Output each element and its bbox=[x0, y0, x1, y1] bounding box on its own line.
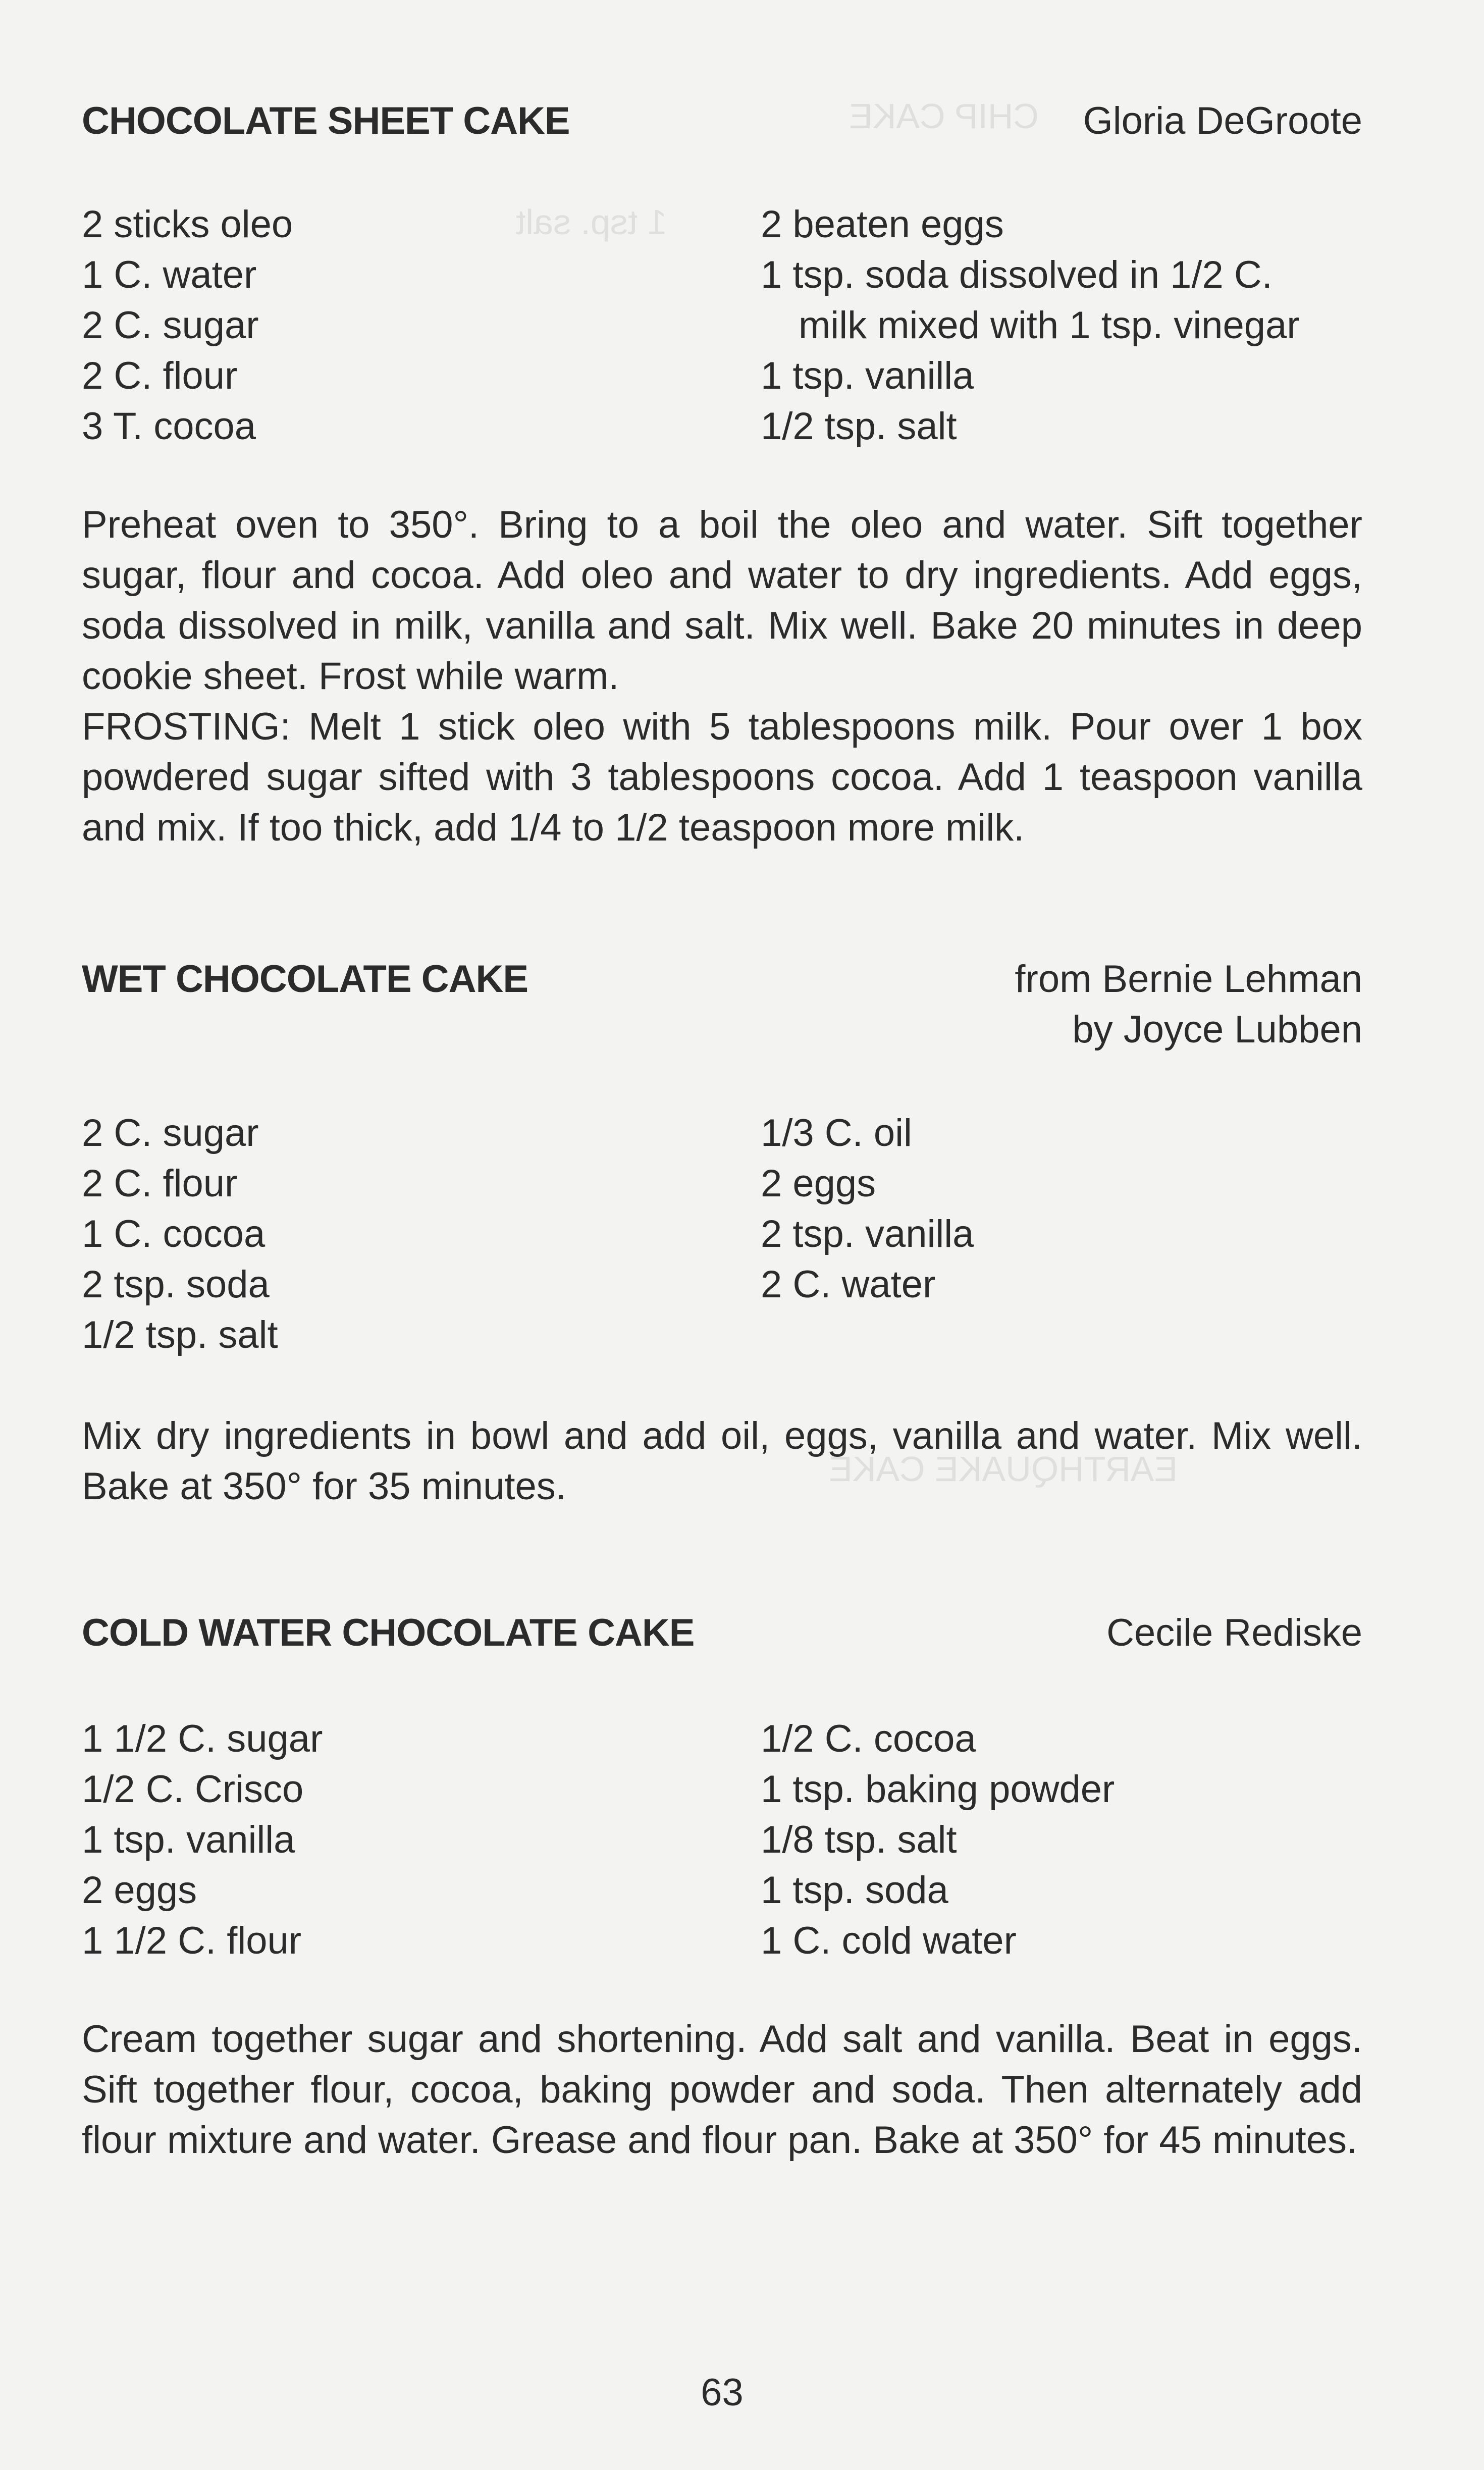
ingredients-left-column bbox=[82, 1108, 278, 1360]
author-line: Cecile Rediske bbox=[1106, 1611, 1362, 1654]
recipe-title: WET CHOCOLATE CAKE bbox=[82, 958, 528, 1001]
ingredient: 3 T. cocoa bbox=[82, 405, 256, 448]
ingredient: 2 sticks oleo bbox=[82, 203, 293, 246]
ingredient: 1/2 tsp. salt bbox=[82, 1313, 278, 1356]
ingredient: 1 1/2 C. flour bbox=[82, 1919, 302, 1962]
recipe-author bbox=[1106, 1608, 1362, 1658]
ingredient: 1 C. cocoa bbox=[82, 1213, 266, 1255]
bleed-through-text: EARTHQUAKE CAKE bbox=[829, 1449, 1178, 1489]
instruction-paragraph: Preheat oven to 350°. Bring to a boil the oleo and water. Sift together sugar, flour and cocoa. Add oleo and water to dry ingredients. Add eggs, soda dissolved in milk, vanilla and salt. Mix well. Bake 20 minutes in deep cookie sheet. Frost while warm. bbox=[82, 503, 1362, 698]
ingredient: 2 C. flour bbox=[82, 1162, 238, 1205]
recipe-author bbox=[1083, 96, 1362, 146]
author-line: by Joyce Lubben bbox=[1072, 1008, 1362, 1051]
ingredient: 2 C. sugar bbox=[82, 1112, 259, 1154]
ingredient: milk mixed with 1 tsp. vinegar bbox=[799, 304, 1300, 347]
ingredient: 2 C. sugar bbox=[82, 304, 259, 347]
ingredient: 2 beaten eggs bbox=[761, 203, 1004, 246]
bleed-through-text: CHIP CAKE bbox=[849, 96, 1039, 136]
instruction-paragraph: Mix dry ingredients in bowl and add oil, eggs, vanilla and water. Mix well. Bake at 350° for 35 minutes. bbox=[82, 1414, 1362, 1508]
recipe-instructions bbox=[82, 500, 1362, 853]
ingredient: 1 1/2 C. sugar bbox=[82, 1717, 323, 1760]
recipe-chocolate-sheet-cake bbox=[82, 96, 1362, 146]
ingredient: 2 C. flour bbox=[82, 354, 238, 397]
frosting-paragraph: FROSTING: Melt 1 stick oleo with 5 tablespoons milk. Pour over 1 box powdered sugar sifted with 3 tablespoons cocoa. Add 1 teaspoon vanilla and mix. If too thick, add 1/4 to 1/2 teaspoon more milk. bbox=[82, 705, 1362, 849]
ingredients-right-column bbox=[761, 1108, 974, 1310]
ingredient: 1/8 tsp. salt bbox=[761, 1818, 957, 1861]
ingredient: 1 tsp. baking powder bbox=[761, 1768, 1115, 1811]
author-line: from Bernie Lehman bbox=[1015, 958, 1362, 1001]
ingredient: 1 tsp. vanilla bbox=[82, 1818, 295, 1861]
ingredient: 1/2 C. Crisco bbox=[82, 1768, 304, 1811]
recipe-title: CHOCOLATE SHEET CAKE bbox=[82, 99, 570, 142]
recipe-cold-water-chocolate-cake bbox=[82, 1608, 1362, 1658]
ingredient: 2 tsp. vanilla bbox=[761, 1213, 974, 1255]
recipe-title: COLD WATER CHOCOLATE CAKE bbox=[82, 1611, 695, 1654]
ingredient: 1 tsp. soda dissolved in 1/2 C. bbox=[761, 253, 1273, 296]
recipe-author bbox=[1015, 954, 1362, 1055]
ingredient: 1/3 C. oil bbox=[761, 1112, 912, 1154]
instruction-paragraph: Cream together sugar and shortening. Add salt and vanilla. Beat in eggs. Sift together flour, cocoa, baking powder and soda. Then alternately add flour mixture and water. Grease and flour pan. Bake at 350° for 45 minutes. bbox=[82, 2018, 1362, 2162]
page-number: 63 bbox=[701, 2371, 744, 2414]
ingredients-right-column bbox=[761, 199, 1300, 452]
ingredient: 1 C. water bbox=[82, 253, 257, 296]
recipe-header bbox=[82, 96, 1362, 146]
recipe-header bbox=[82, 954, 1362, 1051]
recipe-instructions bbox=[82, 2014, 1362, 2166]
ingredient: 1 tsp. vanilla bbox=[761, 354, 974, 397]
recipe-wet-chocolate-cake bbox=[82, 954, 1362, 1051]
ingredient: 1 C. cold water bbox=[761, 1919, 1017, 1962]
ingredient: 1/2 tsp. salt bbox=[761, 405, 957, 448]
bleed-through-text: 1 tsp. salt bbox=[516, 202, 667, 242]
ingredients-right-column bbox=[761, 1714, 1115, 1966]
ingredients-left-column bbox=[82, 1714, 323, 1966]
ingredient: 2 tsp. soda bbox=[82, 1263, 270, 1306]
ingredient: 1/2 C. cocoa bbox=[761, 1717, 976, 1760]
author-line: Gloria DeGroote bbox=[1083, 99, 1362, 142]
recipe-instructions bbox=[82, 1411, 1362, 1512]
ingredient: 2 eggs bbox=[82, 1869, 197, 1912]
cookbook-page bbox=[82, 0, 1362, 2470]
recipe-header bbox=[82, 1608, 1362, 1658]
ingredients-left-column bbox=[82, 199, 293, 452]
ingredient: 2 eggs bbox=[761, 1162, 876, 1205]
ingredient: 1 tsp. soda bbox=[761, 1869, 948, 1912]
ingredient: 2 C. water bbox=[761, 1263, 936, 1306]
